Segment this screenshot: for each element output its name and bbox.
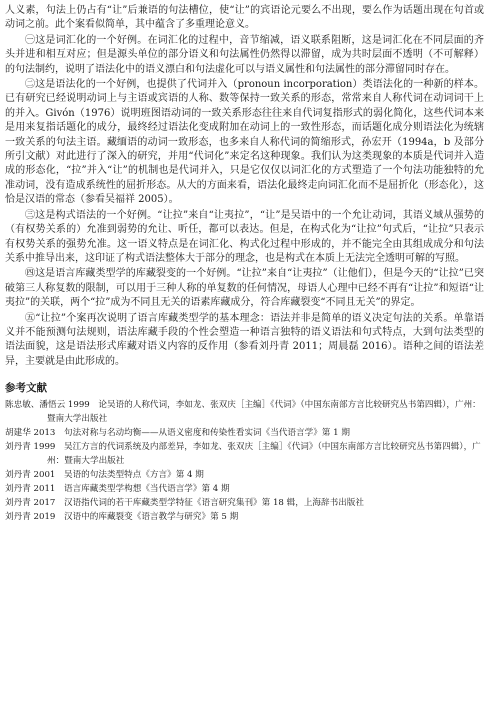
body-paragraph: 人义素，句法上仍占有“让”后兼语的句法槽位，使“让”的宾语论元要么不出现，要么作为话题出现在句首或动词之前。此个案看似简单，其中蕴含了多重理论意义。 [5, 5, 484, 31]
references-heading: 参考文献 [5, 382, 47, 395]
reference-item: 刘丹青 1999 吴江方言的代词系统及内部差异，李如龙、张双庆［主编］《代词》（中国东南部方言比较研究丛书第四辑），广州：暨南大学出版社 [5, 442, 481, 467]
reference-item: 胡建华 2013 句法对称与名动均衡——从语义密度和传染性看实词《当代语言学》第 1 期 [5, 428, 350, 439]
body-paragraph: ㊄“让拉”个案再次说明了语言库藏类型学的基本理念：语法并非是简单的语义决定句法的关系。单靠语义并不能预测句法规则，语法库藏手段的个性会塑造一种语言独特的语义语法和句式特点，大到句法类型的语法面貌，这是语法形式库藏对语义内容的反作用（参看刘丹青 2011；周晨磊 2016）。语种之间的语法差异，主要就是由此形成的。 [5, 312, 484, 367]
reference-item: 陈忠敏、潘悟云 1999 论吴语的人称代词，李如龙、张双庆［主编］《代词》（中国东南部方言比较研究丛书第四辑），广州：暨南大学出版社 [5, 400, 481, 425]
reference-item: 刘丹青 2017 汉语指代词的若干库藏类型学特征《语言研究集刊》第 18 辑，上海辞书出版社 [5, 498, 364, 509]
body-paragraph: ㊀这是词汇化的一个好例。在词汇化的过程中，音节缩减，语义联系阻断，这是词汇化在不同层面的齐头并进和相互对应；但是源头单位的部分语义和句法属性仍然得以滞留，成为共时层面不透明（不可解释）的句法制约，说明了语法化中的语义漂白和句法虚化可以与语义属性和句法属性的部分滞留同时存在。 [5, 34, 484, 75]
references-list [5, 398, 484, 524]
reference-item: 刘丹青 2019 汉语中的库藏裂变《语言教学与研究》第 5 期 [5, 512, 239, 523]
body-paragraph: ㊃这是语言库藏类型学的库藏裂变的一个好例。“让拉”来自“让夷拉”（让他们），但是今天的“让拉”已突破第三人称复数的限制，可以用于三种人称的单复数的任何情况，母语人心理中已经不再有“让拉”和短语“让夷拉”的关联，两个“拉”成为不同且无关的语素库藏成分，符合库藏裂变“不同且无关”的界定。 [5, 268, 484, 309]
body-paragraph: ㊁这是语法化的一个好例，也提供了代词并入（pronoun incorporation）类语法化的一种新的样本。已有研究已经说明动词上与主语或宾语的人称、数等保持一致关系的形态，常常来自人称代词在动词词干上的并入。Givón（1976）说明班图语动词的一致关系形态往往来自代词复指形式的弱化简化，这些代词本来是用来复指话题化的成分，最终经过语法化变成附加在动词上的一致性形态，而话题化成分则语法化为统辖一致关系的句法主语。藏缅语的动词一致形态，也多来自人称代词的简缩形式，孙宏开（1994a，b 及部分所引文献）对此进行了深入的研究，并用“代词化”来定名这种现象。我们认为这类现象的本质是代词并入造成的形态化，“拉”并入“让”的机制也是代词并入，只是它仅仅以词汇化的方式塑造了一个句法功能独特的允准动词，没有造成系统性的屈折形态。从大的方面来看，语法化最终走向词汇化而不是屈折化（形态化），这恰是汉语的常态（参看吴福祥 2005）。 [5, 79, 484, 206]
reference-item: 刘丹青 2011 语言库藏类型学构想《当代语言学》第 4 期 [5, 484, 230, 495]
body-paragraph: ㊂这是构式语法的一个好例。“让拉”来自“让夷拉”，“让”是吴语中的一个允让动词，其语义域从强势的（有权势关系的）允准到弱势的允让、听任，都可以表达。但是，在构式化为“让拉”句式后，“让拉”只表示有权势关系的强势允准。这一语义特点是在词汇化、构式化过程中形成的，并不能完全由其组成成分和句法关系中推导出来，这印证了构式语法整体大于部分的理念，也是构式在本质上无法完全透明可解的写照。 [5, 209, 484, 264]
reference-item: 刘丹青 2001 吴语的句法类型特点《方言》第 4 期 [5, 470, 204, 481]
